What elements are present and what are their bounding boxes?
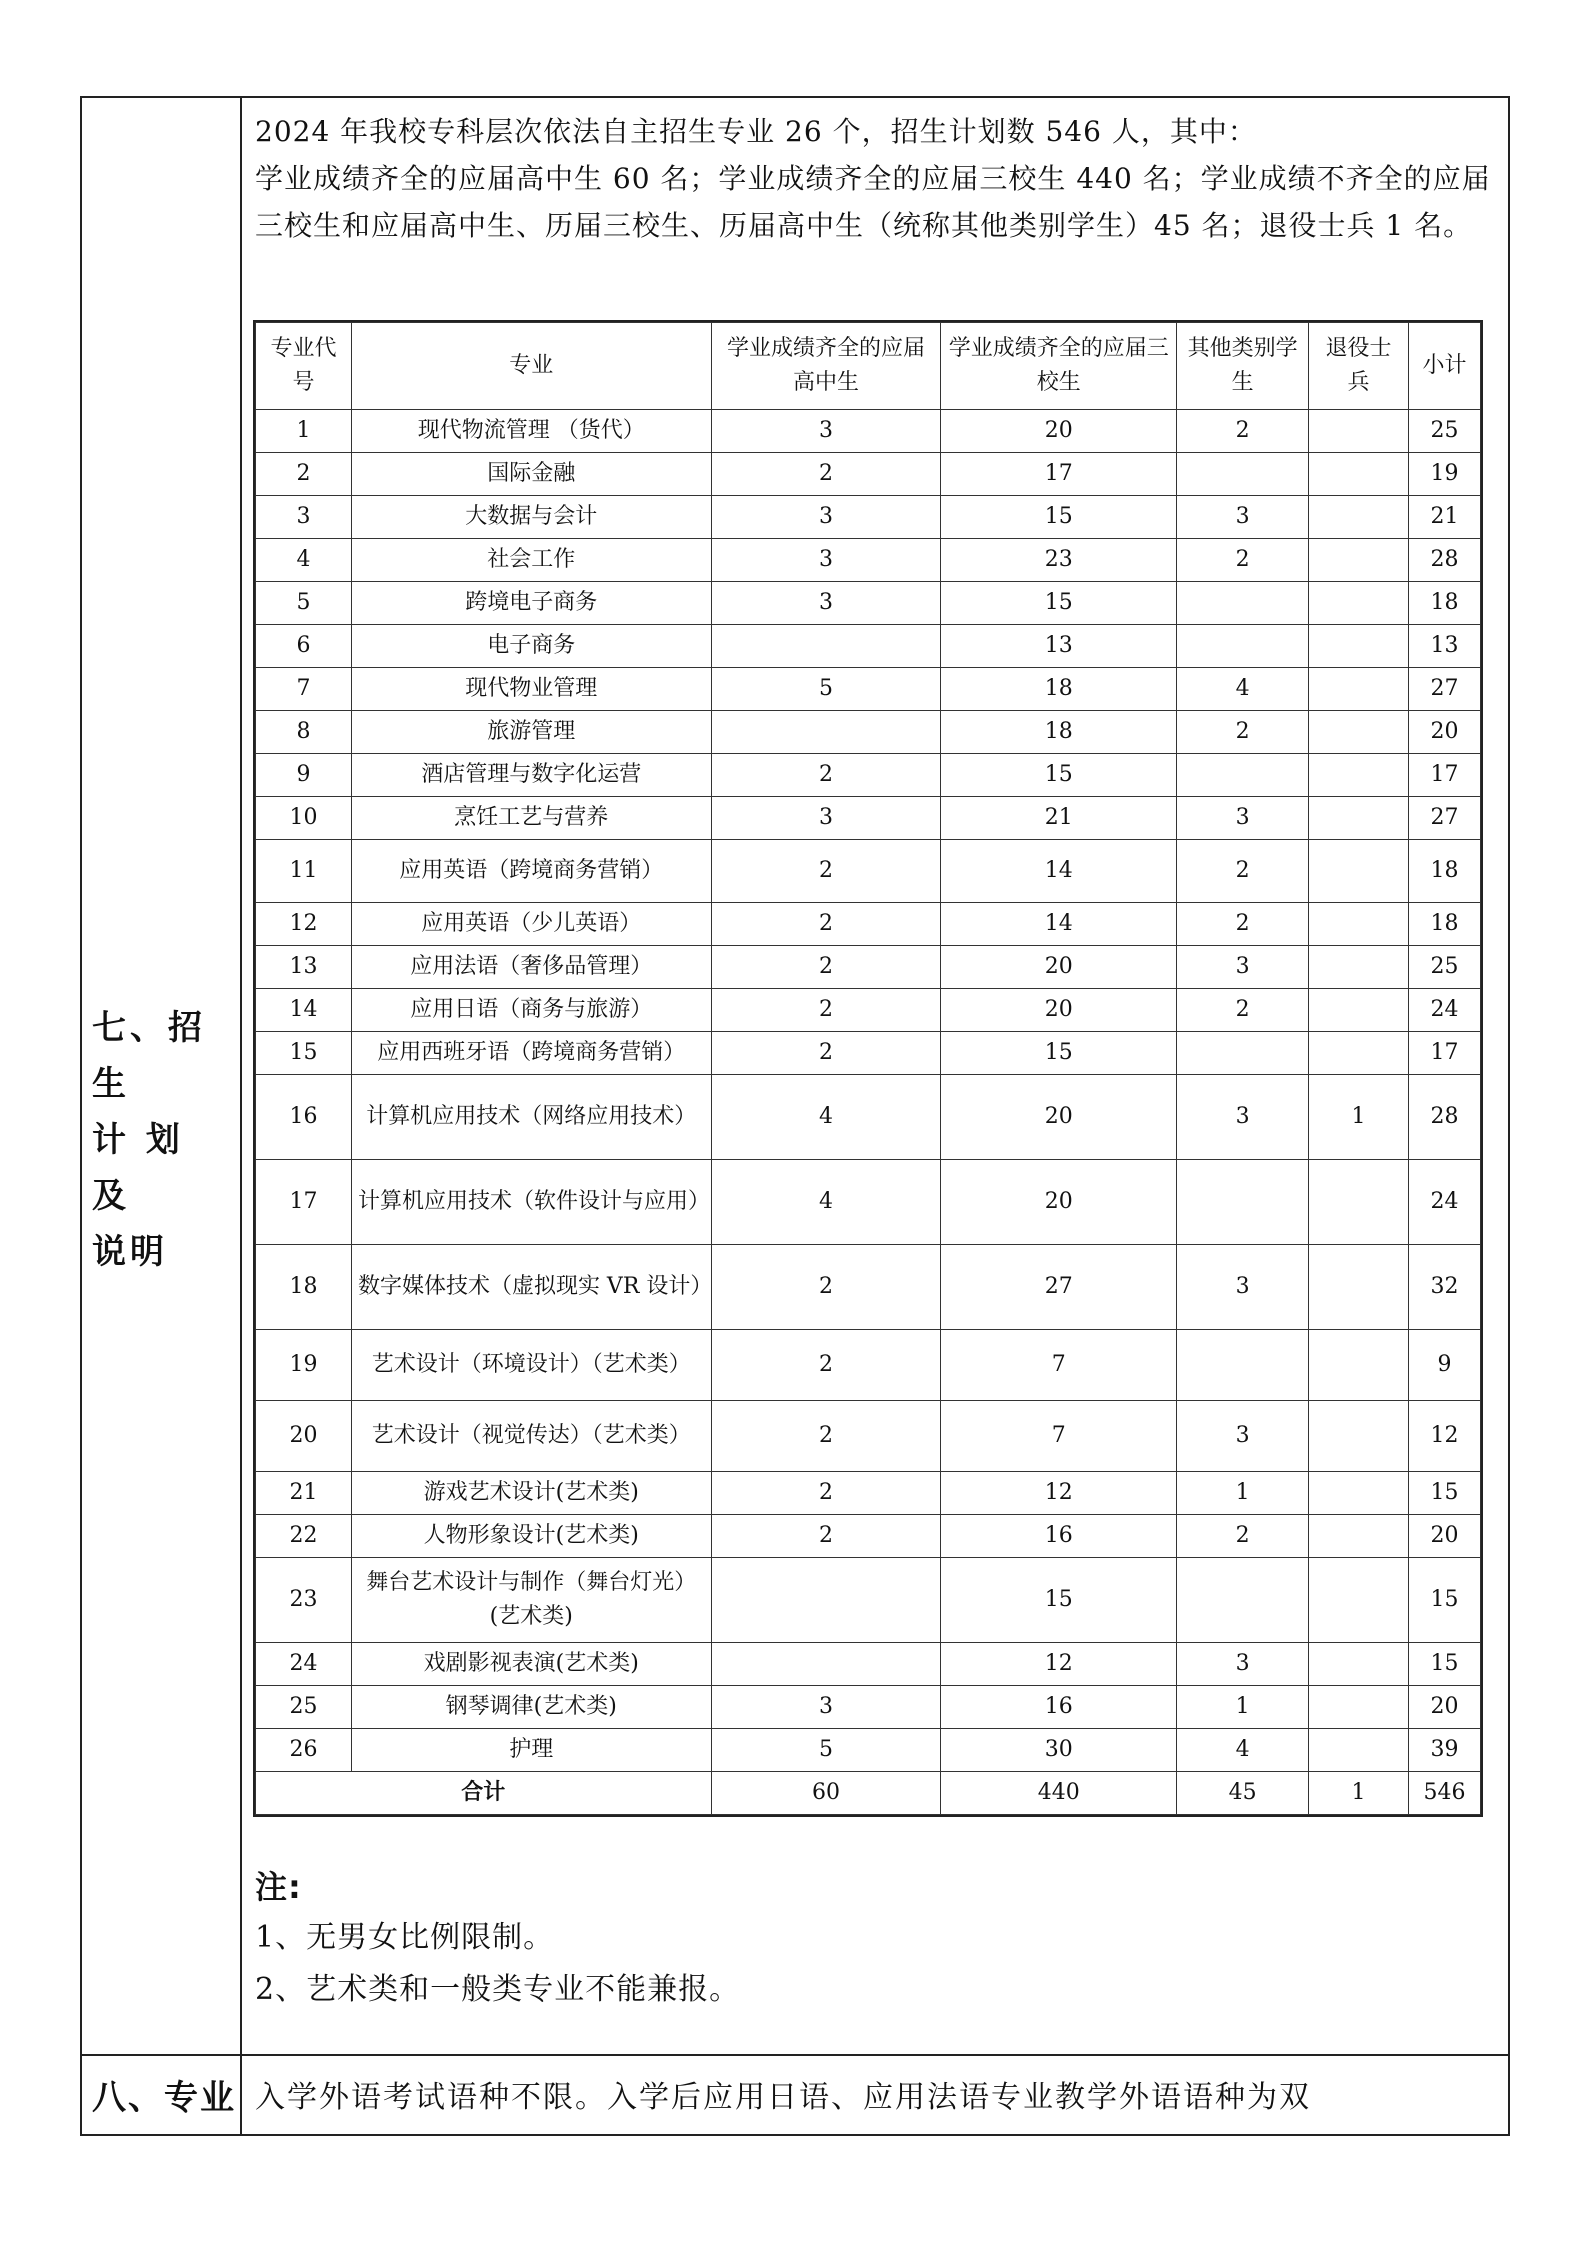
- row-high-school: 2: [711, 903, 941, 946]
- row-subtotal: 13: [1408, 625, 1480, 668]
- table-row: [256, 1032, 1481, 1075]
- row-vocational: 23: [941, 539, 1177, 582]
- row-vocational: 30: [941, 1729, 1177, 1772]
- row-major: 旅游管理: [351, 711, 711, 754]
- row-subtotal: 20: [1408, 1686, 1480, 1729]
- row-code: 5: [256, 582, 352, 625]
- row-major: 舞台艺术设计与制作（舞台灯光）(艺术类): [351, 1558, 711, 1643]
- row-high-school: 3: [711, 797, 941, 840]
- row-veteran: [1309, 1558, 1409, 1643]
- row-major: 应用西班牙语（跨境商务营销）: [351, 1032, 711, 1075]
- row-other: [1177, 1558, 1309, 1643]
- column-divider: [240, 96, 242, 2136]
- table-row: [256, 903, 1481, 946]
- row-major: 国际金融: [351, 453, 711, 496]
- table-row: [256, 711, 1481, 754]
- row-high-school: 3: [711, 1686, 941, 1729]
- row-code: 10: [256, 797, 352, 840]
- row-major: 艺术设计（视觉传达）（艺术类）: [351, 1401, 711, 1472]
- table-row: [256, 668, 1481, 711]
- row-other: 4: [1177, 668, 1309, 711]
- row-subtotal: 28: [1408, 1075, 1480, 1160]
- header-major: 专业: [351, 323, 711, 410]
- table-total-row: [256, 1772, 1481, 1815]
- row-vocational: 17: [941, 453, 1177, 496]
- row-code: 23: [256, 1558, 352, 1643]
- row-code: 7: [256, 668, 352, 711]
- row-code: 24: [256, 1643, 352, 1686]
- row-high-school: [711, 1558, 941, 1643]
- row-other: [1177, 1160, 1309, 1245]
- row-veteran: [1309, 840, 1409, 903]
- row-other: 3: [1177, 797, 1309, 840]
- row-vocational: 15: [941, 496, 1177, 539]
- table-row: [256, 1686, 1481, 1729]
- table-row: [256, 1330, 1481, 1401]
- row-vocational: 20: [941, 946, 1177, 989]
- row-code: 3: [256, 496, 352, 539]
- section7-label-line: 计 划 及: [92, 1120, 184, 1216]
- row-high-school: 2: [711, 1401, 941, 1472]
- row-subtotal: 12: [1408, 1401, 1480, 1472]
- table-row: [256, 1643, 1481, 1686]
- table-row: [256, 1401, 1481, 1472]
- row-vocational: 12: [941, 1472, 1177, 1515]
- table-row: [256, 410, 1481, 453]
- row-vocational: 27: [941, 1245, 1177, 1330]
- row-veteran: [1309, 410, 1409, 453]
- row-veteran: [1309, 1643, 1409, 1686]
- row-code: 16: [256, 1075, 352, 1160]
- row-veteran: [1309, 946, 1409, 989]
- table-row: [256, 1515, 1481, 1558]
- table-row: [256, 1245, 1481, 1330]
- row-veteran: [1309, 1160, 1409, 1245]
- row-code: 6: [256, 625, 352, 668]
- row-other: [1177, 1330, 1309, 1401]
- row-veteran: [1309, 1686, 1409, 1729]
- row-code: 25: [256, 1686, 352, 1729]
- row-other: 3: [1177, 1075, 1309, 1160]
- row-high-school: 3: [711, 496, 941, 539]
- section7-intro: [255, 108, 1495, 249]
- table-row: [256, 946, 1481, 989]
- notes-title: 注:: [255, 1868, 302, 1906]
- table-row: [256, 1472, 1481, 1515]
- row-subtotal: 25: [1408, 410, 1480, 453]
- row-other: 1: [1177, 1472, 1309, 1515]
- table-row: [256, 539, 1481, 582]
- row-veteran: [1309, 1330, 1409, 1401]
- row-veteran: [1309, 711, 1409, 754]
- row-veteran: [1309, 1032, 1409, 1075]
- header-vocational: 学业成绩齐全的应届三校生: [941, 323, 1177, 410]
- row-veteran: [1309, 797, 1409, 840]
- row-code: 1: [256, 410, 352, 453]
- row-vocational: 18: [941, 668, 1177, 711]
- row-veteran: [1309, 668, 1409, 711]
- row-subtotal: 24: [1408, 1160, 1480, 1245]
- table-body: [256, 410, 1481, 1772]
- row-vocational: 16: [941, 1515, 1177, 1558]
- row-vocational: 15: [941, 582, 1177, 625]
- table-header-row: [256, 323, 1481, 410]
- row-veteran: [1309, 1472, 1409, 1515]
- row-veteran: [1309, 1245, 1409, 1330]
- row-other: 2: [1177, 1515, 1309, 1558]
- total-cell: 546: [1408, 1772, 1480, 1815]
- row-code: 4: [256, 539, 352, 582]
- row-vocational: 21: [941, 797, 1177, 840]
- row-code: 13: [256, 946, 352, 989]
- row-code: 12: [256, 903, 352, 946]
- row-major: 艺术设计（环境设计）（艺术类）: [351, 1330, 711, 1401]
- row-subtotal: 18: [1408, 903, 1480, 946]
- row-high-school: 5: [711, 1729, 941, 1772]
- row-code: 2: [256, 453, 352, 496]
- row-high-school: 4: [711, 1160, 941, 1245]
- row-subtotal: 39: [1408, 1729, 1480, 1772]
- row-major: 游戏艺术设计(艺术类): [351, 1472, 711, 1515]
- row-high-school: [711, 1643, 941, 1686]
- row-subtotal: 27: [1408, 797, 1480, 840]
- row-veteran: [1309, 582, 1409, 625]
- row-subtotal: 17: [1408, 754, 1480, 797]
- row-high-school: 2: [711, 754, 941, 797]
- row-subtotal: 21: [1408, 496, 1480, 539]
- row-major: 酒店管理与数字化运营: [351, 754, 711, 797]
- row-other: [1177, 754, 1309, 797]
- table-row: [256, 625, 1481, 668]
- row-subtotal: 27: [1408, 668, 1480, 711]
- row-other: [1177, 453, 1309, 496]
- row-vocational: 12: [941, 1643, 1177, 1686]
- row-high-school: 2: [711, 1330, 941, 1401]
- row-other: [1177, 625, 1309, 668]
- row-subtotal: 15: [1408, 1472, 1480, 1515]
- row-vocational: 15: [941, 1558, 1177, 1643]
- row-major: 社会工作: [351, 539, 711, 582]
- row-code: 8: [256, 711, 352, 754]
- row-code: 22: [256, 1515, 352, 1558]
- section7-label: [92, 1000, 232, 1280]
- header-veteran: 退役士兵: [1309, 323, 1409, 410]
- row-high-school: 4: [711, 1075, 941, 1160]
- total-cell: 45: [1177, 1772, 1309, 1815]
- row-major: 护理: [351, 1729, 711, 1772]
- row-high-school: 3: [711, 539, 941, 582]
- row-high-school: [711, 625, 941, 668]
- row-code: 20: [256, 1401, 352, 1472]
- row-major: 人物形象设计(艺术类): [351, 1515, 711, 1558]
- enrollment-plan-table: [255, 322, 1481, 1815]
- row-subtotal: 17: [1408, 1032, 1480, 1075]
- row-veteran: [1309, 1515, 1409, 1558]
- row-vocational: 14: [941, 903, 1177, 946]
- row-vocational: 14: [941, 840, 1177, 903]
- total-cell: 60: [711, 1772, 941, 1815]
- row-veteran: [1309, 903, 1409, 946]
- row-other: 2: [1177, 840, 1309, 903]
- row-subtotal: 19: [1408, 453, 1480, 496]
- row-high-school: 3: [711, 410, 941, 453]
- row-other: [1177, 1032, 1309, 1075]
- row-other: 2: [1177, 410, 1309, 453]
- row-major: 计算机应用技术（网络应用技术）: [351, 1075, 711, 1160]
- row-other: 3: [1177, 946, 1309, 989]
- row-high-school: 2: [711, 1245, 941, 1330]
- section7-label-line: 说明: [92, 1232, 168, 1272]
- row-veteran: [1309, 539, 1409, 582]
- row-subtotal: 24: [1408, 989, 1480, 1032]
- row-subtotal: 15: [1408, 1643, 1480, 1686]
- row-code: 18: [256, 1245, 352, 1330]
- total-cell: 1: [1309, 1772, 1409, 1815]
- section8-text: 入学外语考试语种不限。入学后应用日语、应用法语专业教学外语语种为双: [255, 2080, 1311, 2115]
- row-major: 应用英语（少儿英语）: [351, 903, 711, 946]
- row-major: 数字媒体技术（虚拟现实 VR 设计）: [351, 1245, 711, 1330]
- table-row: [256, 1729, 1481, 1772]
- row-veteran: [1309, 1401, 1409, 1472]
- row-veteran: [1309, 496, 1409, 539]
- row-other: 3: [1177, 496, 1309, 539]
- row-major: 应用日语（商务与旅游）: [351, 989, 711, 1032]
- row-high-school: 2: [711, 1515, 941, 1558]
- row-vocational: 15: [941, 1032, 1177, 1075]
- row-veteran: [1309, 989, 1409, 1032]
- row-subtotal: 18: [1408, 582, 1480, 625]
- row-high-school: 2: [711, 1032, 941, 1075]
- row-subtotal: 15: [1408, 1558, 1480, 1643]
- row-major: 烹饪工艺与营养: [351, 797, 711, 840]
- table-row: [256, 1558, 1481, 1643]
- row-veteran: [1309, 625, 1409, 668]
- row-major: 大数据与会计: [351, 496, 711, 539]
- section8-label: 八、专业: [92, 2078, 236, 2118]
- row-major: 电子商务: [351, 625, 711, 668]
- table-row: [256, 1160, 1481, 1245]
- row-other: 1: [1177, 1686, 1309, 1729]
- row-vocational: 20: [941, 1075, 1177, 1160]
- note-item: 2、艺术类和一般类专业不能兼报。: [255, 1972, 741, 2007]
- row-vocational: 20: [941, 989, 1177, 1032]
- notes: [255, 1862, 1495, 2016]
- total-label: 合计: [256, 1772, 712, 1815]
- intro-line: 学业成绩齐全的应届高中生 60 名；学业成绩齐全的应届三校生 440 名；学业成绩不齐全的应届三校生和应届高中生、历届三校生、历届高中生（统称其他类别学生）45 名；退役士兵 1 名。: [255, 162, 1491, 242]
- row-subtotal: 9: [1408, 1330, 1480, 1401]
- table-row: [256, 797, 1481, 840]
- row-other: 2: [1177, 539, 1309, 582]
- row-high-school: 2: [711, 946, 941, 989]
- row-vocational: 7: [941, 1330, 1177, 1401]
- row-major: 现代物流管理 （货代）: [351, 410, 711, 453]
- row-code: 17: [256, 1160, 352, 1245]
- row-high-school: [711, 711, 941, 754]
- row-other: 2: [1177, 903, 1309, 946]
- header-subtotal: 小计: [1408, 323, 1480, 410]
- row-subtotal: 20: [1408, 711, 1480, 754]
- section7-label-line: 七、招生: [92, 1008, 206, 1104]
- row-vocational: 15: [941, 754, 1177, 797]
- row-vocational: 20: [941, 410, 1177, 453]
- row-subtotal: 20: [1408, 1515, 1480, 1558]
- table-row: [256, 1075, 1481, 1160]
- frame-top-border: [80, 96, 1510, 98]
- table-row: [256, 496, 1481, 539]
- row-major: 应用英语（跨境商务营销）: [351, 840, 711, 903]
- header-high-school: 学业成绩齐全的应届高中生: [711, 323, 941, 410]
- row-major: 钢琴调律(艺术类): [351, 1686, 711, 1729]
- total-cell: 440: [941, 1772, 1177, 1815]
- row-code: 14: [256, 989, 352, 1032]
- row-vocational: 16: [941, 1686, 1177, 1729]
- row-high-school: 2: [711, 840, 941, 903]
- row-subtotal: 18: [1408, 840, 1480, 903]
- row-vocational: 18: [941, 711, 1177, 754]
- row-major: 跨境电子商务: [351, 582, 711, 625]
- row-code: 21: [256, 1472, 352, 1515]
- row-other: [1177, 582, 1309, 625]
- row-major: 应用法语（奢侈品管理）: [351, 946, 711, 989]
- row-subtotal: 25: [1408, 946, 1480, 989]
- row-veteran: [1309, 754, 1409, 797]
- header-code: 专业代号: [256, 323, 352, 410]
- row-other: 3: [1177, 1401, 1309, 1472]
- row-code: 19: [256, 1330, 352, 1401]
- row-subtotal: 32: [1408, 1245, 1480, 1330]
- table-row: [256, 989, 1481, 1032]
- row-vocational: 20: [941, 1160, 1177, 1245]
- row-high-school: 2: [711, 1472, 941, 1515]
- header-other: 其他类别学生: [1177, 323, 1309, 410]
- row-major: 戏剧影视表演(艺术类): [351, 1643, 711, 1686]
- note-item: 1、无男女比例限制。: [255, 1920, 555, 1955]
- row-code: 15: [256, 1032, 352, 1075]
- row-code: 9: [256, 754, 352, 797]
- table-row: [256, 582, 1481, 625]
- row-code: 26: [256, 1729, 352, 1772]
- row-major: 计算机应用技术（软件设计与应用）: [351, 1160, 711, 1245]
- row-other: 4: [1177, 1729, 1309, 1772]
- table-row: [256, 840, 1481, 903]
- section-divider: [80, 2054, 1510, 2056]
- row-high-school: 3: [711, 582, 941, 625]
- row-veteran: [1309, 1729, 1409, 1772]
- row-other: 3: [1177, 1245, 1309, 1330]
- row-high-school: 2: [711, 453, 941, 496]
- row-high-school: 5: [711, 668, 941, 711]
- table-row: [256, 453, 1481, 496]
- row-veteran: 1: [1309, 1075, 1409, 1160]
- row-other: 2: [1177, 989, 1309, 1032]
- row-other: 3: [1177, 1643, 1309, 1686]
- row-veteran: [1309, 453, 1409, 496]
- intro-line: 2024 年我校专科层次依法自主招生专业 26 个，招生计划数 546 人，其中：: [255, 115, 1257, 148]
- row-subtotal: 28: [1408, 539, 1480, 582]
- row-high-school: 2: [711, 989, 941, 1032]
- row-vocational: 7: [941, 1401, 1177, 1472]
- row-other: 2: [1177, 711, 1309, 754]
- row-vocational: 13: [941, 625, 1177, 668]
- row-code: 11: [256, 840, 352, 903]
- table-row: [256, 754, 1481, 797]
- row-major: 现代物业管理: [351, 668, 711, 711]
